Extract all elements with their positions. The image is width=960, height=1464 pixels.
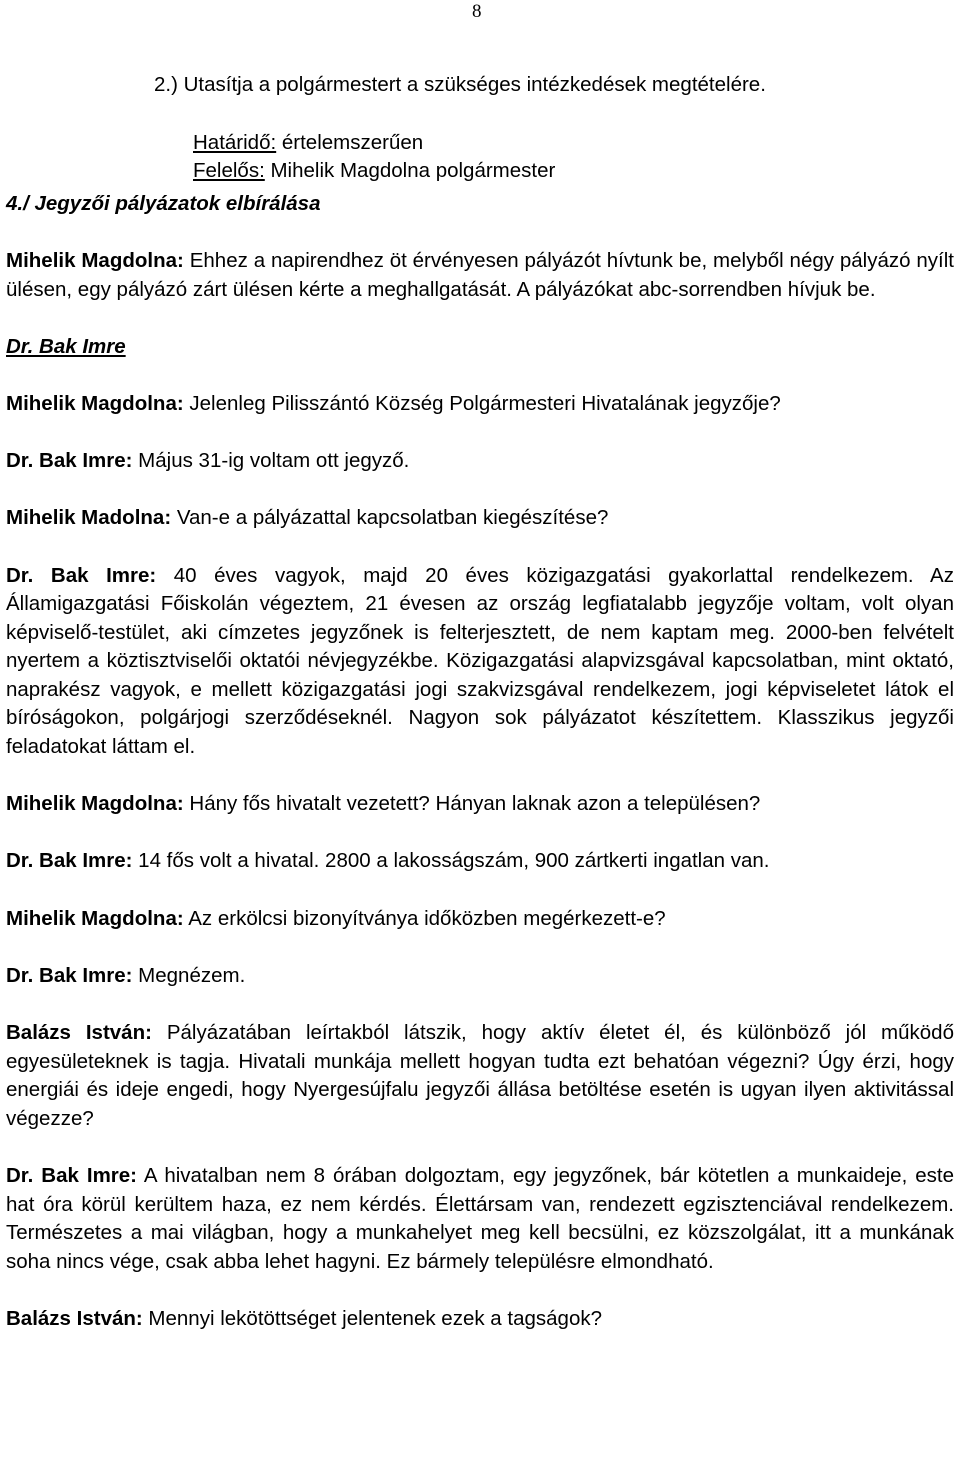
speaker-name: Mihelik Magdolna: — [6, 906, 184, 930]
deadline-line — [193, 129, 954, 158]
speaker-name: Balázs István: — [6, 1021, 152, 1044]
speech-text: Mennyi lekötöttséget jelentenek ezek a tagságok? — [142, 1306, 603, 1330]
speaker-name: Balázs István: — [6, 1306, 143, 1330]
dialogue — [6, 247, 954, 1334]
dialogue-paragraph — [6, 847, 954, 876]
dialogue-paragraph — [6, 390, 954, 419]
speech-text: Van-e a pályázattal kapcsolatban kiegészítése? — [171, 506, 609, 530]
deadline-value: értelemszerűen — [276, 130, 424, 154]
speaker-name: Dr. Bak Imre: — [6, 1163, 138, 1187]
speaker-name: Dr. Bak Imre — [6, 334, 126, 358]
dialogue-paragraph — [6, 1305, 954, 1334]
responsible-value: Mihelik Magdolna polgármester — [264, 159, 556, 183]
speech-text: 40 éves vagyok, majd 20 éves közigazgatási gyakorlattal rendelkezem. Az Államigazgatási Főiskolán végeztem, 21 évesen az ország legfiatalabb jegyzője voltam, volt olyan képviselő-testület, aki címzetes jegyzőnek is felterjesztett, de nem kaptam meg. 2000-ben felvételt nyertem a köztisztviselői oktatói névjegyzékbe. Közigazgatási alapvizsgával kapcsolatban, mint oktató, naprakész vagyok, e mellett közigazgatási jogi szakvizsgával rendelkezem, jogi képviseletet látok el bíróságokon, polgárjogi szerződéseknél. Nagyon sok pályázatot készítettem. Klasszikus jegyzői feladatokat láttam el. — [6, 563, 954, 759]
dialogue-paragraph — [6, 562, 954, 762]
dialogue-paragraph — [6, 1019, 954, 1133]
speech-text: Ehhez a napirendhez öt érvényesen pályázót hívtunk be, melyből négy pályázó nyílt ülésen, egy pályázó zárt ülésen kérte a meghallgatását. A pályázókat abc-sorrendben hívjuk be. — [6, 248, 954, 301]
speaker-name: Dr. Bak Imre: — [6, 963, 133, 987]
speaker-name: Dr. Bak Imre: — [6, 849, 133, 873]
page-number: 8 — [472, 1, 482, 22]
deadline-label: Határidő: — [193, 130, 277, 154]
speaker-name: Mihelik Magdolna: — [6, 391, 184, 415]
dialogue-paragraph — [6, 790, 954, 819]
speech-text: Május 31-ig voltam ott jegyző. — [132, 449, 410, 473]
responsible-line — [193, 157, 954, 186]
resolution-item-2: 2.) Utasítja a polgármestert a szükséges intézkedések megtételére. — [154, 73, 766, 96]
dialogue-paragraph — [6, 905, 954, 934]
dialogue-paragraph — [6, 1162, 954, 1276]
dialogue-paragraph — [6, 962, 954, 991]
speech-text: Pályázatában leírtakból látszik, hogy aktív életet él, és különböző jól működő egyesületeknek is tagja. Hivatali munkája mellett hogyan tudta ezt behatóan végezni? Úgy érzi, hogy energiái és ideje engedi, hogy Nyergesújfalu jegyzői állása betöltése esetén is ugyan ilyen aktivitással végezze? — [6, 1021, 954, 1130]
speech-text: Megnézem. — [132, 963, 246, 987]
speaker-name: Dr. Bak Imre: — [6, 449, 133, 473]
dialogue-paragraph — [6, 447, 954, 476]
dialogue-paragraph — [6, 504, 954, 533]
speaker-name: Dr. Bak Imre: — [6, 563, 157, 587]
dialogue-paragraph — [6, 247, 954, 304]
speech-text: A hivatalban nem 8 órában dolgoztam, egy jegyzőnek, bár kötetlen a munkaideje, este hat óra körül kerültem haza, ez nem kérdés. Élettársam van, rendezett egzisztenciával rendelkezem. Természetes a mai világban, hogy a munkahelyet meg kell becsülni, ez közszolgálat, itt a munkának soha nincs vége, csak abba lehet hagyni. Ez bármely településre elmondható. — [6, 1163, 954, 1273]
speech-text: Az erkölcsi bizonyítványa időközben megérkezett-e? — [183, 906, 666, 930]
speaker-name: Mihelik Madolna: — [6, 506, 172, 530]
dialogue-paragraph — [6, 333, 954, 362]
speech-text: Jelenleg Pilisszántó Község Polgármesteri Hivatalának jegyzője? — [183, 391, 781, 415]
responsible-label: Felelős: — [193, 159, 265, 183]
speech-text: 14 fős volt a hivatal. 2800 a lakosságszám, 900 zártkerti ingatlan van. — [132, 849, 770, 873]
speaker-name: Mihelik Magdolna: — [6, 248, 184, 272]
speaker-name: Mihelik Magdolna: — [6, 792, 184, 816]
document-body — [6, 71, 954, 1334]
section-heading: 4./ Jegyzői pályázatok elbírálása — [6, 191, 321, 215]
speech-text: Hány fős hivatalt vezetett? Hányan laknak azon a településen? — [183, 792, 761, 816]
